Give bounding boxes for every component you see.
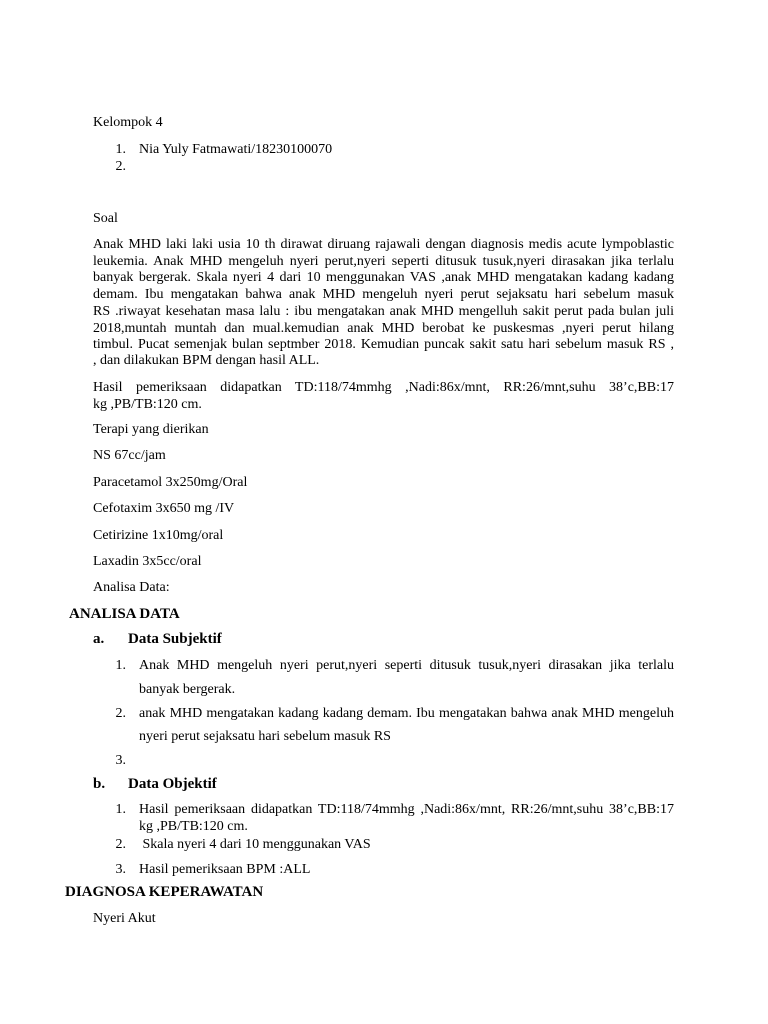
soal-paragraph-line: demam. Ibu mengatakan bahwa anak MHD mengeluh nyeri perut sejaksatu hari sebelum masuk: [93, 287, 674, 302]
subjektif-number: 2.: [115, 706, 126, 721]
soal-paragraph-line: , dan dilakukan BPM dengan hasil ALL.: [93, 353, 320, 368]
soal-paragraph-line: RS .riwayat kesehatan masa lalu : ibu mengatakan anak MHD mengelluh sakit perut pada bulan juli: [93, 304, 674, 319]
subjektif-item-line: banyak bergerak.: [139, 682, 236, 697]
group-label: Kelompok 4: [93, 115, 163, 130]
member-name: Nia Yuly Fatmawati/18230100070: [139, 142, 333, 157]
terapi-item: NS 67cc/jam: [93, 448, 166, 463]
subjektif-item-line: anak MHD mengatakan kadang kadang demam. Ibu mengatakan bahwa anak MHD mengeluh: [139, 706, 674, 721]
objektif-number: 2.: [115, 837, 126, 852]
objektif-number: 3.: [115, 862, 126, 877]
subjektif-item-line: nyeri perut sejaksatu hari sebelum masuk RS: [139, 729, 391, 744]
soal-paragraph-line: banyak bergerak. Skala nyeri 4 dari 10 menggunakan VAS ,anak MHD mengatakan kadang kadang: [93, 270, 674, 285]
subjektif-title: Data Subjektif: [128, 631, 222, 647]
exam-result-line: Hasil pemeriksaan didapatkan TD:118/74mmhg ,Nadi:86x/mnt, RR:26/mnt,suhu 38’c,BB:17: [93, 380, 674, 395]
analisa-data-label: Analisa Data:: [93, 580, 170, 595]
objektif-item-line: Hasil pemeriksaan didapatkan TD:118/74mmhg ,Nadi:86x/mnt, RR:26/mnt,suhu 38’c,BB:17: [139, 802, 674, 817]
exam-result-line: kg ,PB/TB:120 cm.: [93, 397, 202, 412]
terapi-item: Laxadin 3x5cc/oral: [93, 554, 202, 569]
terapi-label: Terapi yang dierikan: [93, 422, 209, 437]
soal-paragraph-line: 2018,muntah muntah dan mual.kemudian anak MHD berobat ke puskesmas ,nyeri perut hilang: [93, 321, 674, 336]
objektif-letter: b.: [93, 776, 106, 792]
objektif-item-line: kg ,PB/TB:120 cm.: [139, 819, 248, 834]
analisa-heading: ANALISA DATA: [69, 606, 180, 622]
member-number: 2.: [115, 159, 126, 174]
soal-label: Soal: [93, 211, 118, 226]
soal-paragraph-line: timbul. Pucat semenjak bulan septmber 2018. Kemudian puncak sakit satu hari sebelum masuk RS ,: [93, 337, 674, 352]
objektif-item-line: Hasil pemeriksaan BPM :ALL: [139, 862, 311, 877]
subjektif-number: 3.: [115, 753, 126, 768]
member-number: 1.: [115, 142, 126, 157]
objektif-number: 1.: [115, 802, 126, 817]
terapi-item: Cetirizine 1x10mg/oral: [93, 528, 224, 543]
terapi-item: Paracetamol 3x250mg/Oral: [93, 475, 248, 490]
subjektif-item-line: Anak MHD mengeluh nyeri perut,nyeri seperti ditusuk tusuk,nyeri dirasakan jika terlalu: [139, 658, 674, 673]
objektif-title: Data Objektif: [128, 776, 217, 792]
subjektif-letter: a.: [93, 631, 105, 647]
subjektif-number: 1.: [115, 658, 126, 673]
soal-paragraph-line: leukemia. Anak MHD mengeluh nyeri perut,nyeri seperti ditusuk tusuk,nyeri dirasakan jika terlalu: [93, 254, 674, 269]
terapi-item: Cefotaxim 3x650 mg /IV: [93, 501, 235, 516]
diagnosa-heading: DIAGNOSA KEPERAWATAN: [65, 884, 264, 900]
diagnosa-text: Nyeri Akut: [93, 911, 156, 926]
objektif-item-line: Skala nyeri 4 dari 10 menggunakan VAS: [139, 837, 371, 852]
soal-paragraph-line: Anak MHD laki laki usia 10 th dirawat diruang rajawali dengan diagnosis medis acute lympoblastic: [93, 237, 674, 252]
